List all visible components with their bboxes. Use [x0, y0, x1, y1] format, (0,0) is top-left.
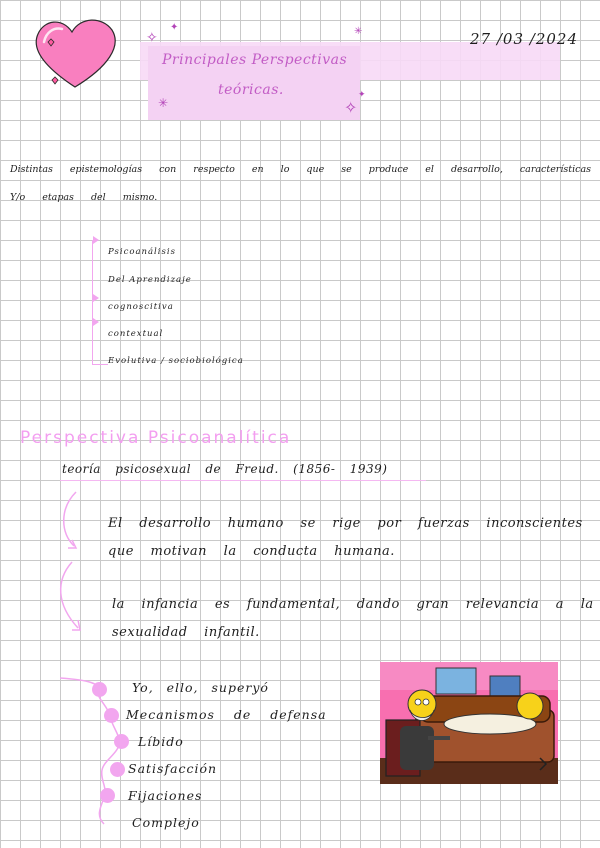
- sparkle-icon: ✦: [170, 22, 179, 33]
- tree-trunk-line: [92, 240, 93, 364]
- perspective-item: Del Aprendizaje: [108, 275, 192, 285]
- tree-branch-line: [92, 364, 108, 365]
- sparkle-icon: ✳: [158, 96, 169, 110]
- bullet-dot: [114, 734, 129, 749]
- paragraph2-line2: sexualidad infantil.: [112, 625, 260, 640]
- concept-item: Mecanismos de defensa: [126, 707, 327, 722]
- psychoanalyst-illustration: [380, 662, 558, 784]
- perspective-item: cognoscitiva: [108, 302, 174, 312]
- paragraph2-line1: la infancia es fundamental, dando gran relevancia a la: [112, 597, 594, 612]
- intro-text-line2: Y/o etapas del mismo.: [10, 192, 158, 203]
- page-title-line2: teóricas.: [218, 82, 284, 98]
- bullet-dot: [110, 762, 125, 777]
- concept-item: Fijaciones: [128, 788, 203, 803]
- sparkle-icon: ✧: [146, 30, 158, 46]
- section-title: Perspectiva Psicoanalítica: [20, 428, 292, 448]
- concept-item: Yo, ello, superyó: [132, 680, 269, 695]
- subtitle-underline: [60, 480, 426, 481]
- perspective-item: Psicoanálisis: [108, 247, 176, 257]
- concept-connector-line: [60, 676, 130, 826]
- perspective-item: contextual: [108, 329, 164, 339]
- paragraph1-line1: El desarrollo humano se rige por fuerzas inconscientes: [108, 516, 583, 531]
- date-label: 27 /03 /2024: [470, 30, 578, 48]
- bullet-dot: [92, 682, 107, 697]
- section-subtitle: teoría psicosexual de Freud. (1856- 1939): [62, 462, 388, 476]
- concept-item: Líbido: [138, 734, 184, 749]
- concept-item: Complejo: [132, 815, 200, 830]
- sparkle-icon: ✦: [358, 90, 366, 100]
- heart-sticker-icon: [30, 12, 120, 92]
- intro-text-line1: Distintas epistemologías con respecto en lo que se produce el desarrollo, características: [10, 164, 591, 175]
- arrow-right-icon: [93, 318, 99, 326]
- arrow-right-icon: [93, 236, 99, 244]
- page-title-line1: Principales Perspectivas: [162, 52, 348, 68]
- bullet-dot: [104, 708, 119, 723]
- sparkle-icon: ✳: [354, 26, 363, 37]
- paragraph1-line2: que motivan la conducta humana.: [108, 544, 395, 559]
- bullet-dot: [100, 788, 115, 803]
- concept-item: Satisfacción: [128, 761, 218, 776]
- curved-arrow-icon: [56, 488, 96, 638]
- arrow-right-icon: [93, 294, 99, 302]
- sparkle-icon: ✧: [344, 98, 358, 117]
- perspective-item: Evolutiva / sociobiológica: [108, 356, 244, 366]
